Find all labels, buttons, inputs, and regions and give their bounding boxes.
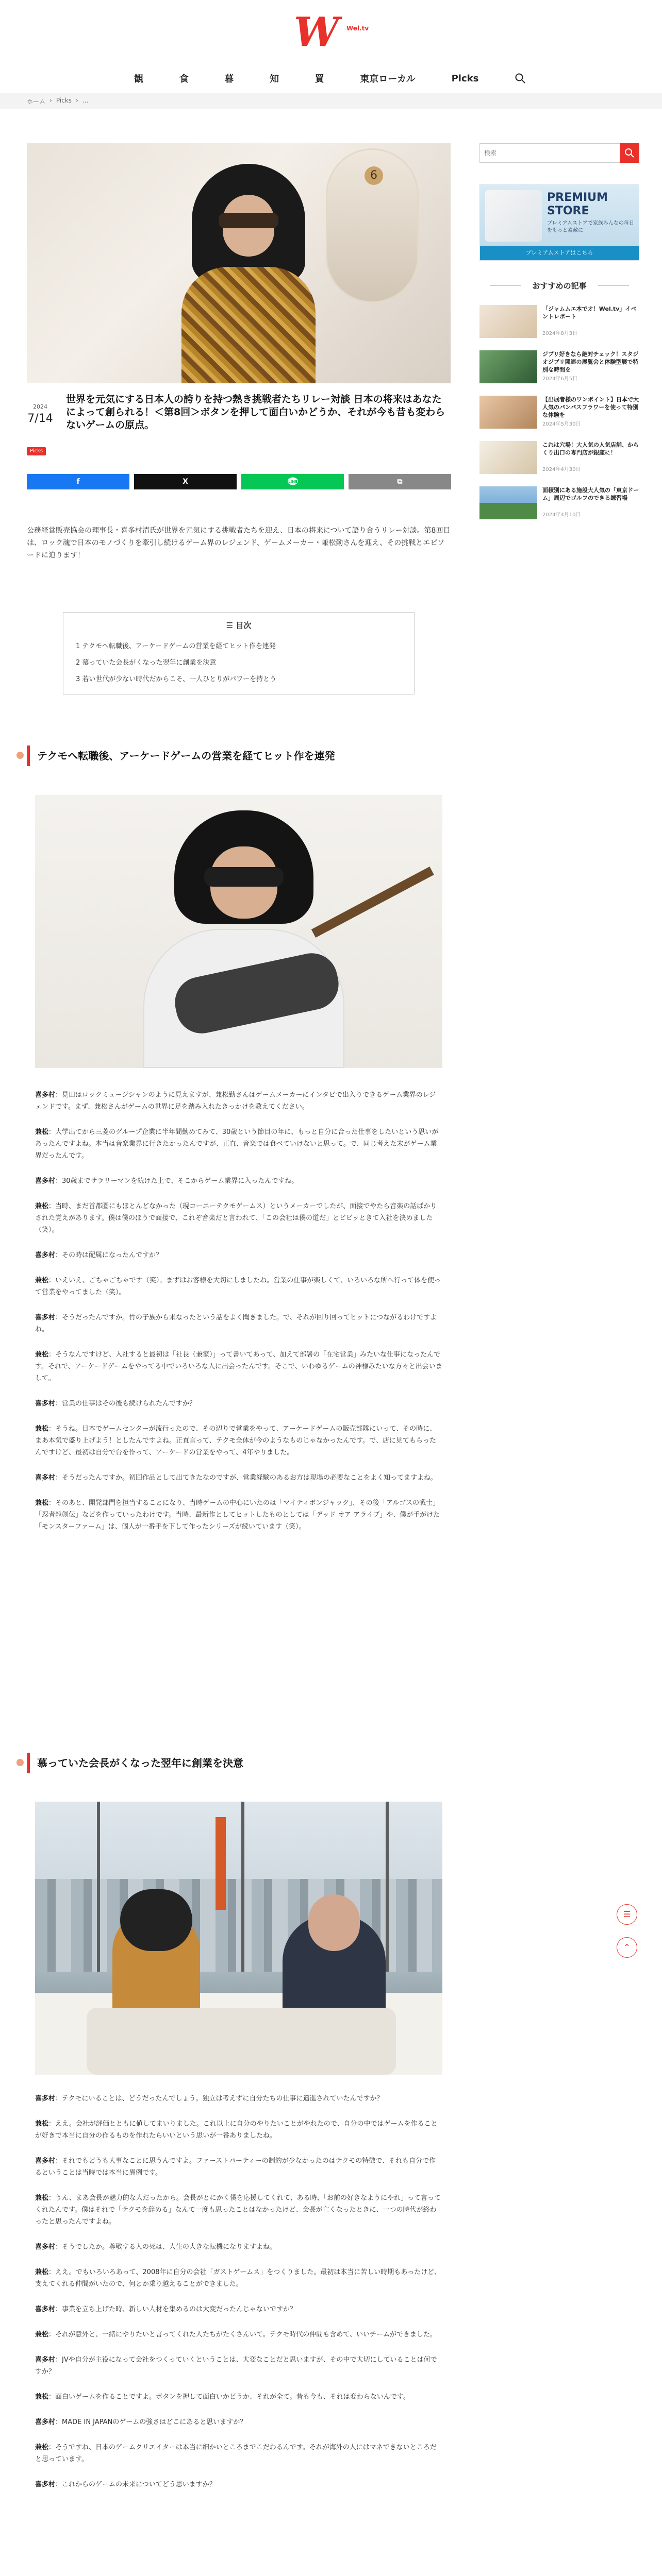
breadcrumb-separator: ›: [75, 97, 78, 104]
dialogue-paragraph: 喜多村：見田はロックミュージシャンのように見えますが、兼松勤さんはゲームメーカーにインタビで出入りできるゲーム業界のレジェンドです。まず、兼松さんがゲームの世界に足を踏み入れたきっかけを教えてください。: [35, 1091, 436, 1111]
dialogue-paragraph: 喜多村：テクモにいることは、どうだったんでしょう。独立は考えずに自分たちの仕事に邁進されていたんですか？: [35, 2095, 384, 2103]
breadcrumb-bar: [0, 93, 662, 109]
publish-year: 2024: [33, 403, 47, 410]
line-icon: [287, 477, 299, 486]
search-icon: [620, 143, 639, 163]
toc-item[interactable]: 1 テクモへ転職後、アーケードゲームの営業を経てヒット作を連発: [76, 642, 276, 650]
premium-store-banner[interactable]: [479, 184, 639, 261]
recommended-item[interactable]: [479, 305, 639, 341]
recommended-item[interactable]: [479, 396, 639, 432]
menu-fab[interactable]: ☰: [617, 1904, 637, 1925]
share-facebook-button[interactable]: f: [27, 474, 129, 489]
dialogue-paragraph: 喜多村：これからのゲームの未来についてどう思いますか？: [35, 2481, 216, 2488]
breadcrumb-picks[interactable]: Picks: [56, 97, 72, 104]
photo-conversation: [35, 1802, 442, 2075]
recommended-title: 「ジャムムエ本でオ！Wel.tv」イベントレポート: [542, 306, 637, 320]
dialogue-paragraph: 兼松：当時、まだ首都圏にもほとんどなかった（現コーエーテクモゲームス）というメーカーでしたが、面接でやたら音楽の話ばかりされた覚えがあります。僕は僕のほうで面接で、これぞ音楽だと言われて、「この会社は僕の道だ」とビビッときて入社を決めました（笑）。: [35, 1202, 437, 1234]
dialogue-paragraph: 兼松：いえいえ、ごちゃごちゃです（笑）。まずはお客様を大切にしましたね。営業の仕事が楽しくて、いろいろな所へ行って体を使って営業をやってました（笑）。: [35, 1277, 441, 1296]
hero-image: [27, 143, 451, 383]
toc-item[interactable]: 3 若い世代が少ない時代だからこそ、一人ひとりがパワーを持とう: [76, 675, 277, 683]
dialogue-paragraph: 喜多村：MADE IN JAPANのゲームの強さはどこにあると思いますか？: [35, 2418, 247, 2426]
breadcrumb-home[interactable]: ホーム: [27, 98, 46, 105]
section-heading-2: 慕っていた会長がくなった翌年に創業を決意: [27, 1753, 451, 1773]
svg-text:LINE: LINE: [288, 480, 297, 484]
photo-guitar-portrait: [35, 795, 442, 1068]
dialogue-paragraph: 兼松：そうなんですけど、入社すると最初は「社長（兼家）」って書いてあって、加えて部署の「在宅営業」みたいな仕事になったんです。それで、アーケードゲームをやってる中でいろいろな人に出会ったんです。そこで、いわゆるゲームの神様みたいな方々と出会いまして。: [35, 1351, 442, 1382]
dialogue-paragraph: 喜多村：それでもどうも大事なことに思うんですよ。ファーストパーティーの制約が少なかったのはテクモの特徴で、それも自分で作るということは当時では本当に異例です。: [35, 2157, 436, 2177]
main-nav: [134, 68, 526, 89]
promo-title: PREMIUM STORE: [547, 191, 608, 217]
section-heading-1: テクモへ転職後、アーケードゲームの営業を経てヒット作を連発: [27, 745, 451, 766]
scroll-top-button[interactable]: ⌃: [617, 1937, 637, 1958]
dialogue-paragraph: 兼松：ええ。会社が評価とともに値してまいりました。これ以上に自分のやりたいことがやれたので、自分の中ではゲームを作ることが好きで本当に自分の作るものを作れたらいいという思いが一番ありましたね。: [35, 2120, 438, 2140]
publish-day: 7/14: [27, 412, 53, 425]
nav-item-view[interactable]: 観: [134, 74, 143, 84]
dialogue-paragraph: 喜多村：営業の仕事はその後も続けられたんですか？: [35, 1400, 196, 1408]
dialogue-paragraph: 兼松：それが意外と、一緒にやりたいと言ってくれた人たちがたくさんいて。テクモ時代の仲間も含めて、いいチームができました。: [35, 2331, 437, 2338]
promo-image: [485, 190, 542, 242]
dialogue-paragraph: 喜多村：事業を立ち上げた時、新しい人材を集めるのは大変だったんじゃないですか？: [35, 2306, 297, 2313]
dialogue-paragraph: 喜多村：JVや自分が主役になって会社をつくっていくということは、大変なことだと思いますが、その中で大切にしていることは何ですか？: [35, 2356, 437, 2376]
site-header: [0, 0, 662, 93]
dialogue-paragraph: 兼松：うん、まあ会長が魅力的な人だったから。会長がとにかく僕を応援してくれて、ある時、「お前の好きなようにやれ」って言ってくれたんです。僕はそれで「テクモを辞める」なんて一度も思ったことはなかったけど、会長が亡くなったときに、一つの時代が終わったと思ったんですよね。: [35, 2194, 441, 2226]
nav-item-picks[interactable]: Picks: [451, 73, 479, 84]
dialogue-paragraph: 喜多村：そうでしたか。尊敬する人の死は、人生の大きな転機になりますよね。: [35, 2243, 277, 2251]
recommended-item[interactable]: [479, 350, 639, 386]
recommended-item[interactable]: [479, 441, 639, 477]
article-title: 世界を元気にする日本人の誇りを持つ熱き挑戦者たちリレー対談 日本の将来はあなたによって創られる！＜第8回＞ボタンを押して面白いかどうか、それが今も昔も変わらないゲームの原点。: [66, 394, 445, 431]
recommended-date: 2024年6月5日: [542, 376, 578, 382]
dialogue-paragraph: 兼松：面白いゲームを作ることですよ。ボタンを押して面白いかどうか、それが全て。昔も今も、それは変わらないんです。: [35, 2393, 410, 2401]
hero-number-badge: 6: [365, 166, 383, 185]
dialogue-paragraph: 喜多村：そうだったんですか。初回作品として出てきたなのですが、営業経験のあるお方は現場の必要なことをよく知ってますよね。: [35, 1474, 438, 1482]
breadcrumb: [27, 97, 88, 106]
site-logo[interactable]: [294, 9, 371, 56]
promo-subtitle: プレミアムストアで家族みんなの毎日をもっと素敵に: [547, 221, 634, 233]
publish-date: [27, 403, 54, 426]
recommended-thumb: [479, 441, 537, 474]
dialogue-paragraph: 喜多村：30歳までサラリーマンを続けた上で、そこからゲーム業界に入ったんですね。: [35, 1177, 299, 1185]
share-line-button[interactable]: [241, 474, 344, 489]
nav-item-food[interactable]: 食: [179, 74, 189, 84]
sidebar-search: [479, 143, 639, 163]
dialogue-paragraph: 喜多村：そうだったんですか。竹の子族から来なったという話をよく聞きました。で、それが回り回ってヒットにつながるわけですよね。: [35, 1314, 437, 1333]
recommended-item[interactable]: [479, 486, 639, 522]
search-submit-button[interactable]: [620, 143, 639, 163]
toc-item[interactable]: 2 慕っていた会長がくなった翌年に創業を決意: [76, 659, 217, 667]
article-lead: 公務経営販売協会の理事長・喜多村清氏が世界を元気にする挑戦者たちを迎え、日本の将来について語り合うリレー対談。第8回目は、ロック魂で日本のモノづくりを牽引し続けるゲーム界のレジェンド、ゲームメーカー・兼松勤さんを迎え、その挑戦とエピソードに迫ります！: [27, 527, 451, 560]
recommended-title: これは穴場！大人気の人気店舗、からくり出口の専門店が銀座に！: [542, 442, 639, 456]
recommended-date: 2024年5月30日: [542, 421, 581, 427]
dialogue-paragraph: 兼松：大学出てから三菱のグループ企業に半年間勤めてみて、30歳という節目の年に、もっと自分に合った仕事をしたいという思いがあったんですよね。本当は音楽業界に行きたかったんですが、正直、音楽では食べていけないと思って。で、同じ考えた末がゲーム業界だったんです。: [35, 1128, 439, 1160]
nav-item-living[interactable]: 暮: [224, 74, 234, 84]
logo-mark: W: [294, 9, 339, 56]
recommended-title: 【出展者様のワンポイント】日本で大人気のパンパスフラワーを使って特別な体験を: [542, 396, 639, 418]
share-copy-button[interactable]: ⧉: [349, 474, 451, 489]
nav-item-knowledge[interactable]: 知: [269, 74, 279, 84]
recommended-date: 2024年8月3日: [542, 331, 578, 336]
nav-item-shopping[interactable]: 買: [315, 74, 324, 84]
recommended-title: 面積別にある施設大人気の「東京ドーム」周辺でゴルフのできる練習場: [542, 487, 639, 501]
recommended-thumb: [479, 350, 537, 383]
nav-item-tokyo-local[interactable]: 東京ローカル: [360, 74, 416, 84]
recommended-thumb: [479, 486, 537, 519]
recommended-thumb: [479, 396, 537, 429]
category-tag[interactable]: Picks: [27, 447, 46, 455]
recommended-title: ジブリ好きなら絶対チェック！スタジオジブリ関連の展覧会と体験型展で特別な時間を: [542, 351, 639, 373]
search-input[interactable]: [484, 148, 613, 158]
dialogue-paragraph: 兼松：そのあと、開発部門を担当することになり、当時ゲームの中心にいたのは「マイティボンジャック」、その後「アルゴスの戦士」「忍者龍剣伝」などを作っていったわけです。当時、最新作としてヒットしたものとしては「デッド オア アライブ」や、僕が手がけた「モンスターファーム」は、個人が一番手を下して作ったシリーズが続いています（笑）。: [35, 1499, 440, 1531]
recommended-thumb: [479, 305, 537, 338]
hero-person: [181, 164, 316, 383]
dialogue-paragraph: 兼松：そうね。日本でゲームセンターが流行ったので、その辺りで営業をやって、アーケードゲームの販売部隊にいって、その時に、まあ本気で盛り上げよう！としたんですよね。正直言って、テクモ全体が今のようなものじゃなかったんです。で、店に見てもらったんですけど、最初は自分で台を作って、アーケードの営業をやって、4年やりました。: [35, 1425, 437, 1456]
table-of-contents: [63, 612, 415, 694]
dialogue-paragraph: 兼松：そうですね、日本のゲームクリエイターは本当に細かいところまでこだわるんです。それが海外の人にはマネできないところだと思っています。: [35, 2444, 437, 2463]
recommended-date: 2024年4月10日: [542, 512, 581, 518]
dialogue-paragraph: 兼松：ええ。でもいろいろあって、2008年に自分の会社「ガストゲームス」をつくりました。最初は本当に苦しい時期もあったけど、支えてくれる仲間がいたので、何とか乗り越えることができました。: [35, 2268, 441, 2288]
promo-link[interactable]: プレミアムストアはこちら: [480, 246, 639, 260]
recommended-heading: おすすめの記事: [479, 280, 639, 291]
toc-heading: ☰ 目次: [226, 621, 252, 630]
recommended-date: 2024年4月30日: [542, 467, 581, 472]
breadcrumb-current: ...: [82, 97, 89, 104]
breadcrumb-separator: ›: [49, 97, 52, 104]
search-icon[interactable]: [515, 73, 526, 84]
logo-subtext: Wel.tv: [346, 25, 369, 32]
dialogue-paragraph: 喜多村：その時は配属になったんですか？: [35, 1251, 163, 1259]
share-x-button[interactable]: X: [134, 474, 237, 489]
